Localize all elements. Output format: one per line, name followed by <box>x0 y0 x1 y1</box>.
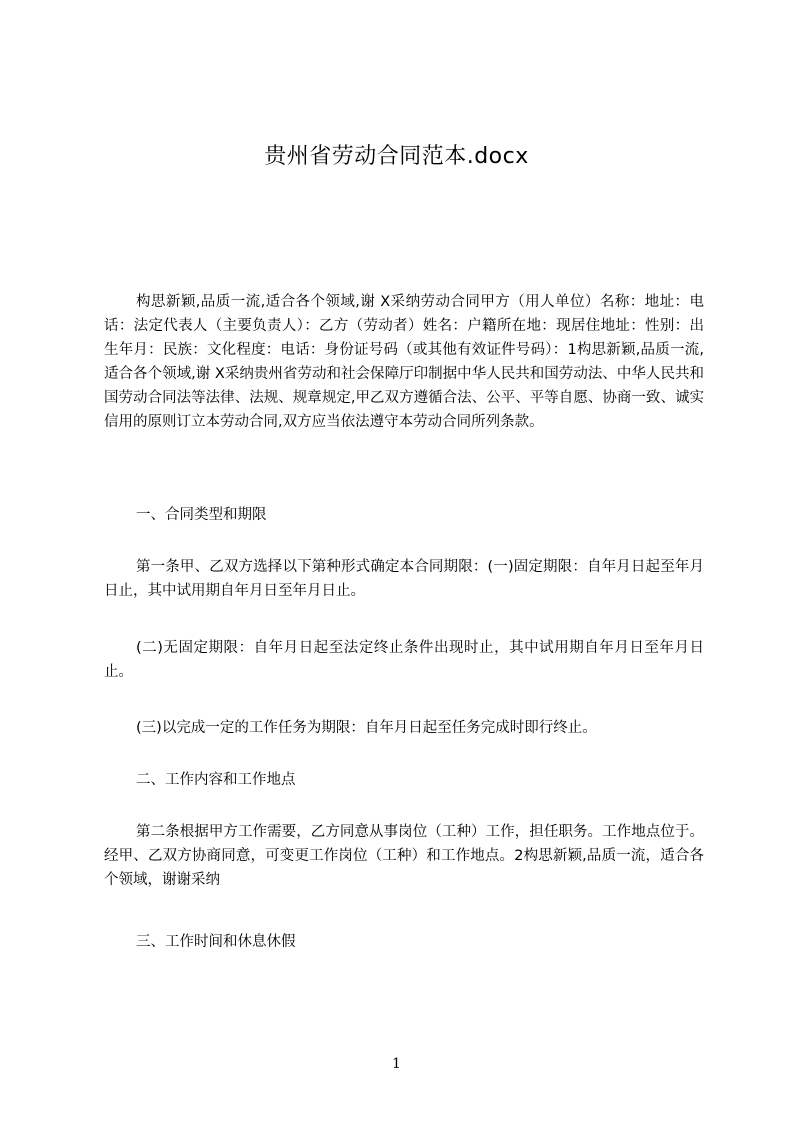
document-title: 贵州省劳动合同范本.docx <box>264 144 529 169</box>
intro-paragraph: 构思新颖,品质一流,适合各个领域,谢 X采纳劳动合同甲方（用人单位）名称：地址：电话：法定代表人（主要负责人）：乙方（劳动者）姓名：户籍所在地：现居住地址：性别：出生年月：民族：文化程度：电话：身份证号码（或其他有效证件号码）：1构思新颖,品质一流,适合各个领域,谢 X采纳贵州省劳动和社会保障厅印制据中华人民共和国劳动法、中华人民共和国劳动合同法等法律、法规、规章规定,甲乙双方遵循合法、公平、平等自愿、协商一致、诚实信用的原则订立本劳动合同,双方应当依法遵守本劳动合同所列条款。 <box>104 294 704 430</box>
article-2-paragraph: 第二条根据甲方工作需要，乙方同意从事岗位（工种）工作，担任职务。工作地点位于。经甲、乙双方协商同意，可变更工作岗位（工种）和工作地点。2构思新颖,品质一流，适合各个领域，谢谢采纳 <box>104 824 704 888</box>
page-number: 1 <box>392 1056 401 1072</box>
article-1-paragraph: 第一条甲、乙双方选择以下第种形式确定本合同期限：(一)固定期限：自年月日起至年月日止，其中试用期自年月日至年月日止。 <box>104 559 704 599</box>
section-heading-work-content: 二、工作内容和工作地点 <box>136 772 296 788</box>
section-heading-working-hours: 三、工作时间和休息休假 <box>136 934 296 950</box>
section-heading-contract-type: 一、合同类型和期限 <box>136 507 267 523</box>
clause-2-paragraph: (二)无固定期限：自年月日起至法定终止条件出现时止，其中试用期自年月日至年月日止。 <box>104 640 704 680</box>
clause-3-paragraph: (三)以完成一定的工作任务为期限：自年月日起至任务完成时即行终止。 <box>136 720 597 736</box>
